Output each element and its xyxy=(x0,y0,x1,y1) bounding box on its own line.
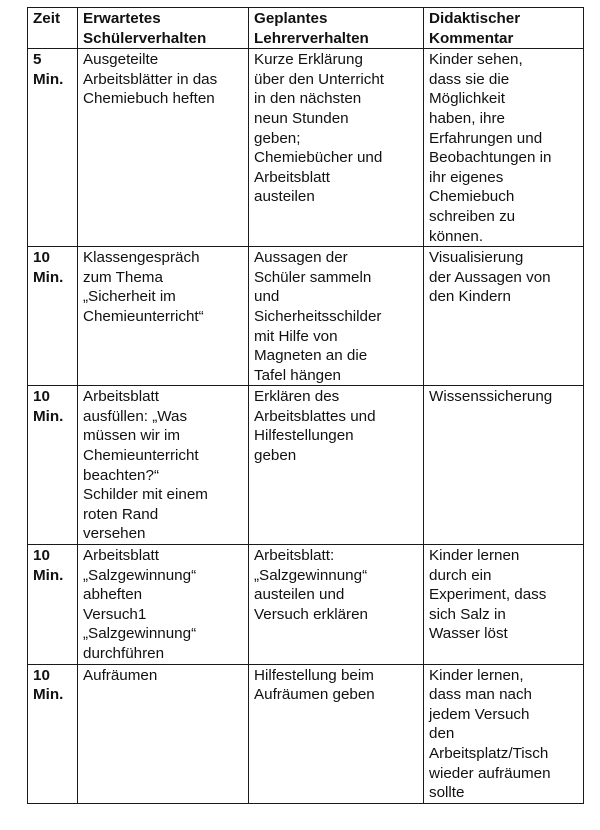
cell-time: 5 Min. xyxy=(28,49,78,247)
cell-teacher-behavior: Erklären des Arbeitsblattes und Hilfestellungen geben xyxy=(249,386,424,545)
cell-student-behavior: Arbeitsblatt ausfüllen: „Was müssen wir im Chemieunterricht beachten?“ Schilder mit einem roten Rand versehen xyxy=(78,386,249,545)
header-time: Zeit xyxy=(28,8,78,49)
cell-didactic-comment: Wissenssicherung xyxy=(424,386,584,545)
cell-didactic-comment: Kinder lernen, dass man nach jedem Versuch den Arbeitsplatz/Tisch wieder aufräumen sollte xyxy=(424,664,584,803)
cell-student-behavior: Aufräumen xyxy=(78,664,249,803)
cell-student-behavior: Klassengespräch zum Thema „Sicherheit im Chemieunterricht“ xyxy=(78,247,249,386)
header-didactic-comment: Didaktischer Kommentar xyxy=(424,8,584,49)
cell-time: 10 Min. xyxy=(28,664,78,803)
cell-student-behavior: Arbeitsblatt „Salzgewinnung“ abheften Versuch1 „Salzgewinnung“ durchführen xyxy=(78,545,249,665)
table-row xyxy=(28,247,584,386)
header-student-behavior: Erwartetes Schülerverhalten xyxy=(78,8,249,49)
cell-didactic-comment: Visualisierung der Aussagen von den Kindern xyxy=(424,247,584,386)
table-row xyxy=(28,386,584,545)
cell-time: 10 Min. xyxy=(28,386,78,545)
cell-teacher-behavior: Arbeitsblatt: „Salzgewinnung“ austeilen und Versuch erklären xyxy=(249,545,424,665)
cell-didactic-comment: Kinder lernen durch ein Experiment, dass sich Salz in Wasser löst xyxy=(424,545,584,665)
cell-teacher-behavior: Hilfestellung beim Aufräumen geben xyxy=(249,664,424,803)
lesson-plan-table xyxy=(27,7,584,804)
table-row xyxy=(28,664,584,803)
header-row xyxy=(28,8,584,49)
table-row xyxy=(28,49,584,247)
cell-teacher-behavior: Kurze Erklärung über den Unterricht in den nächsten neun Stunden geben; Chemiebücher und Arbeitsblatt austeilen xyxy=(249,49,424,247)
header-teacher-behavior: Geplantes Lehrerverhalten xyxy=(249,8,424,49)
cell-time: 10 Min. xyxy=(28,545,78,665)
table-row xyxy=(28,545,584,665)
cell-didactic-comment: Kinder sehen, dass sie die Möglichkeit haben, ihre Erfahrungen und Beobachtungen in ihr eigenes Chemiebuch schreiben zu können. xyxy=(424,49,584,247)
cell-teacher-behavior: Aussagen der Schüler sammeln und Sicherheitsschilder mit Hilfe von Magneten an die Tafel hängen xyxy=(249,247,424,386)
cell-time: 10 Min. xyxy=(28,247,78,386)
cell-student-behavior: Ausgeteilte Arbeitsblätter in das Chemiebuch heften xyxy=(78,49,249,247)
